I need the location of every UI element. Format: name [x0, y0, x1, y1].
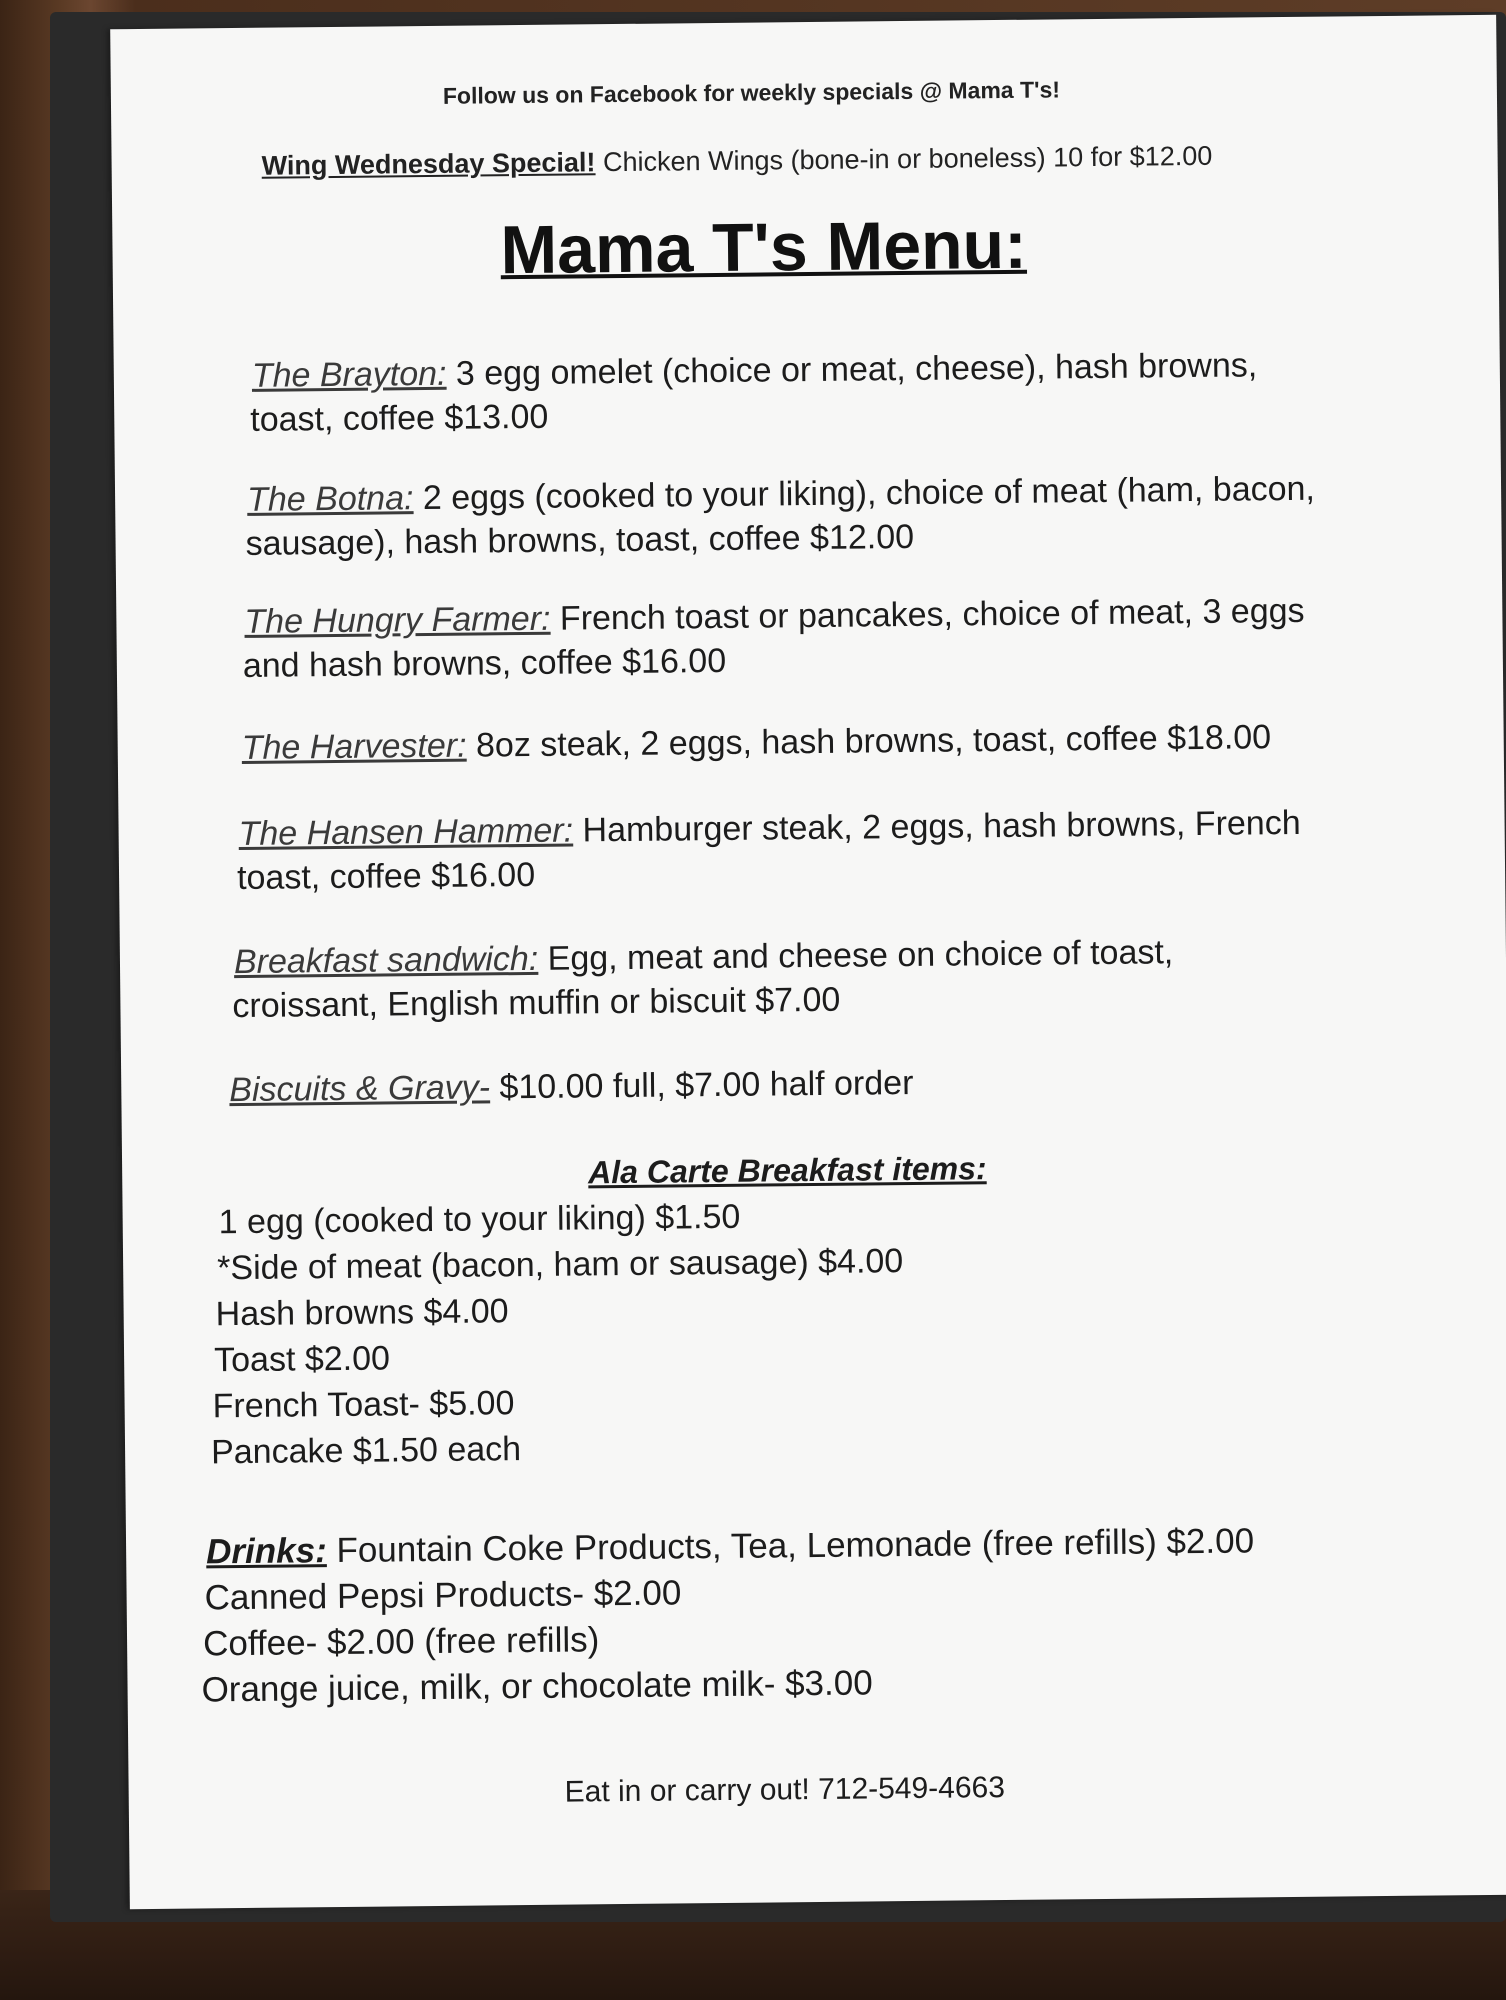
wing-special-text: Chicken Wings (bone-in or boneless) 10 for $12.00 [602, 140, 1213, 178]
ala-carte-item: Pancake $1.50 each [210, 1430, 522, 1472]
menu-item-hungry-farmer [244, 591, 1305, 642]
drinks-item: Orange juice, milk, or chocolate milk- $3.00 [201, 1663, 873, 1710]
menu-item-description: 2 eggs (cooked to your liking), choice of meat (ham, bacon, [422, 469, 1316, 518]
ala-carte-item: 1 egg (cooked to your liking) $1.50 [218, 1197, 741, 1242]
menu-item-biscuits-gravy [229, 1063, 914, 1110]
ala-carte-title: Ala Carte Breakfast items: [588, 1150, 987, 1191]
menu-item-name: The Botna: [246, 479, 414, 519]
menu-item-botna-cont: sausage), hash browns, toast, coffee $12.00 [245, 517, 915, 563]
drinks-label: Drinks: [205, 1531, 327, 1572]
menu-item-name: Biscuits & Gravy- [229, 1068, 491, 1110]
menu-sheet [110, 15, 1506, 1909]
wing-special-label: Wing Wednesday Special! [261, 147, 596, 181]
wing-special-line [261, 136, 1212, 186]
menu-item-harvester [242, 717, 1272, 768]
menu-item-breakfast-sandwich-cont: croissant, English muffin or biscuit $7.00 [232, 980, 841, 1026]
menu-item-botna [247, 469, 1315, 520]
ala-carte-item: Hash browns $4.00 [215, 1292, 509, 1334]
drinks-item: Coffee- $2.00 (free refills) [202, 1620, 600, 1664]
ala-carte-item: French Toast- $5.00 [212, 1384, 515, 1426]
menu-item-name: The Hungry Farmer: [244, 599, 551, 641]
drinks-fountain: Fountain Coke Products, Tea, Lemonade (free refills) $2.00 [336, 1521, 1255, 1571]
menu-item-brayton-cont: toast, coffee $13.00 [250, 397, 549, 439]
menu-title: Mama T's Menu: [500, 206, 1028, 289]
menu-item-hungry-farmer-cont: and hash browns, coffee $16.00 [242, 641, 727, 685]
menu-item-description: Egg, meat and cheese on choice of toast, [547, 933, 1174, 978]
footer-contact: Eat in or carry out! 712-549-4663 [564, 1771, 1006, 1809]
menu-item-description: 8oz steak, 2 eggs, hash browns, toast, coffee $18.00 [475, 718, 1272, 765]
menu-item-hansen-hammer-cont: toast, coffee $16.00 [236, 855, 536, 898]
ala-carte-item: Toast $2.00 [213, 1339, 391, 1380]
menu-item-description: French toast or pancakes, choice of meat, 3 eggs [559, 591, 1305, 638]
drinks-line [206, 1521, 1254, 1572]
menu-item-breakfast-sandwich [234, 932, 1174, 982]
menu-item-name: The Harvester: [241, 726, 467, 767]
drinks-item: Canned Pepsi Products- $2.00 [204, 1573, 682, 1618]
facebook-note: Follow us on Facebook for weekly specials @ Mama T's! [442, 76, 1061, 109]
menu-item-name: Breakfast sandwich: [233, 939, 539, 982]
menu-item-name: The Hansen Hammer: [238, 811, 574, 854]
menu-item-name: The Brayton: [251, 354, 447, 395]
menu-item-brayton [252, 345, 1258, 396]
ala-carte-item: *Side of meat (bacon, ham or sausage) $4.00 [216, 1242, 904, 1288]
menu-item-description: 3 egg omelet (choice or meat, cheese), hash browns, [455, 346, 1258, 393]
menu-item-description: $10.00 full, $7.00 half order [499, 1063, 914, 1107]
menu-item-hansen-hammer [238, 803, 1300, 854]
menu-item-description: Hamburger steak, 2 eggs, hash browns, French [582, 803, 1301, 850]
